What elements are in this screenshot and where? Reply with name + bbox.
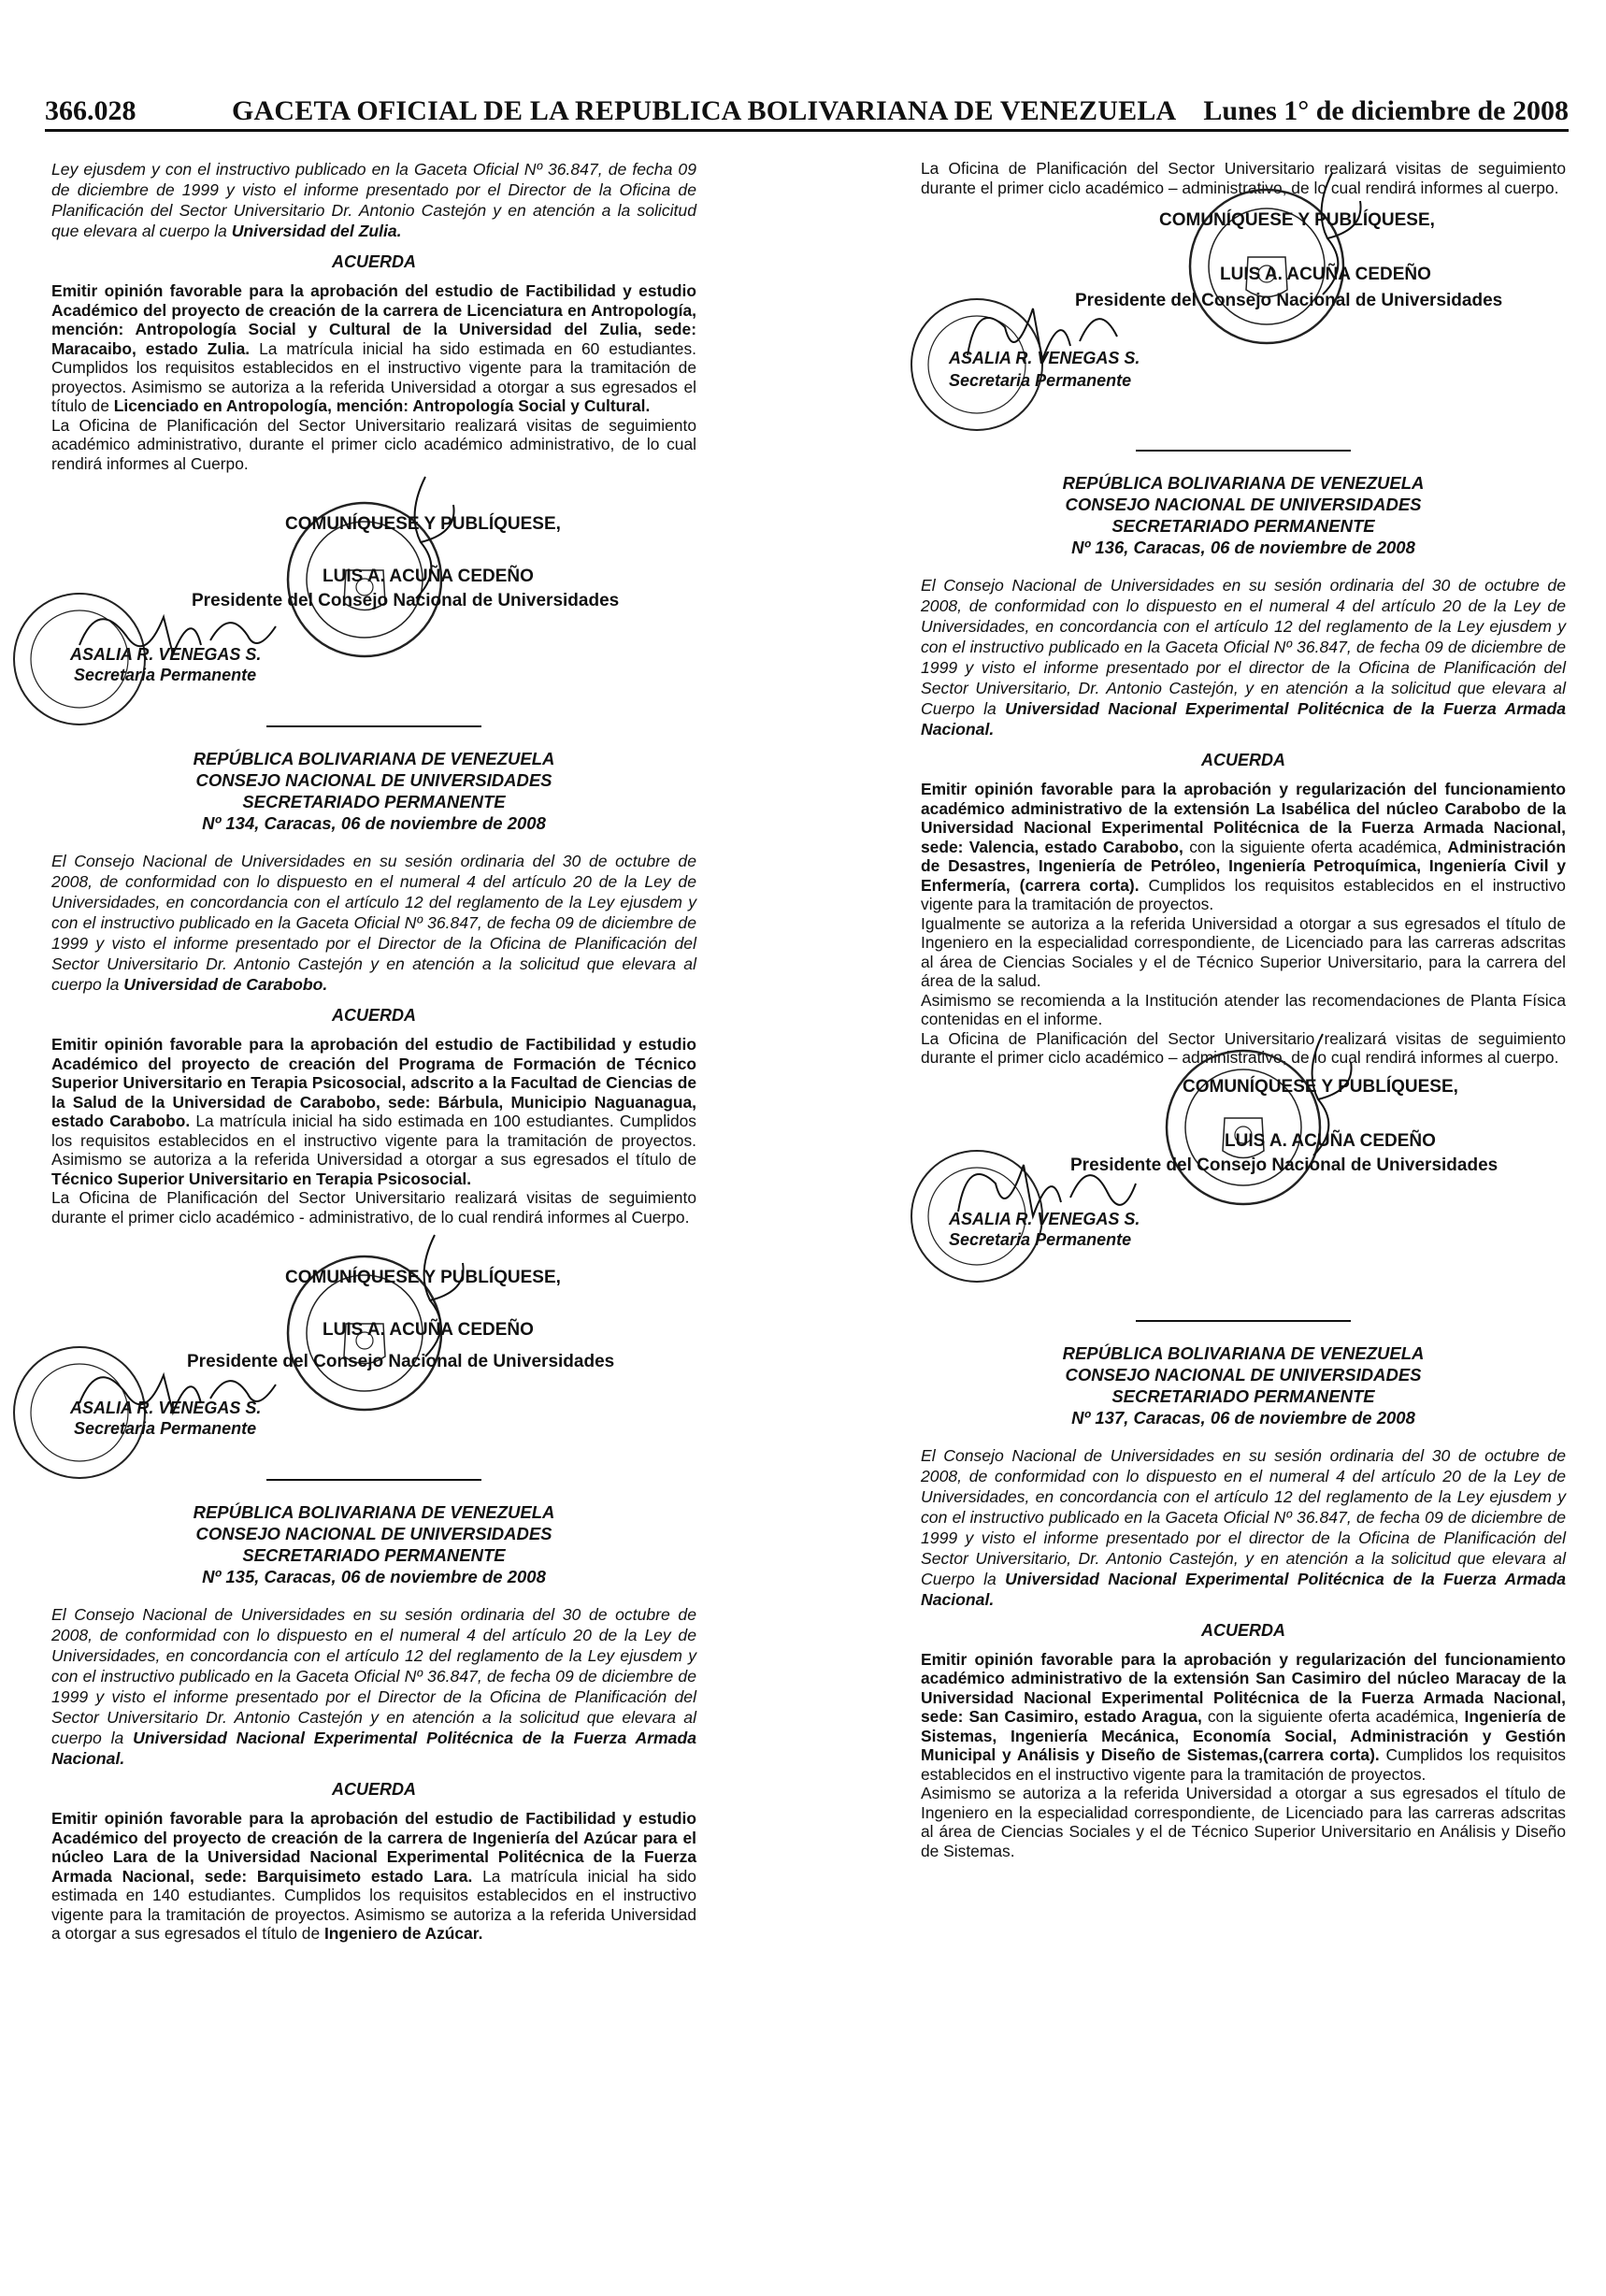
- secretary-name: ASALIA R. VENEGAS S.: [70, 1399, 262, 1417]
- acuerda-heading: ACUERDA: [1201, 751, 1285, 769]
- body-text: La Oficina de Planificación del Sector Universitario realizará visitas de seguimiento durante el primer ciclo académico – administrativo, de lo cual rendirá informes al cuerpo.: [921, 159, 1566, 197]
- resolution-136: [921, 472, 1566, 1305]
- president-name: LUIS A. ACUÑA CEDEÑO: [1220, 265, 1431, 284]
- resolution-134: [51, 748, 696, 1464]
- degree-title: Licenciado en Antropología, mención: Antropología Social y Cultural.: [113, 396, 651, 415]
- heading-line: CONSEJO NACIONAL DE UNIVERSIDADES: [195, 770, 552, 790]
- president-title: Presidente del Consejo Nacional de Universidades: [187, 1352, 615, 1371]
- heading-line: SECRETARIADO PERMANENTE: [242, 792, 506, 811]
- resolution-133: [51, 159, 696, 710]
- institution-name: Universidad de Carabobo.: [123, 975, 328, 994]
- resolution-number: Nº 136, Caracas, 06 de noviembre de 2008: [1071, 538, 1415, 557]
- body-text: La matrícula inicial ha sido estimada en 60 estudiantes. Cumplidos los requisitos establecidos en el instructivo vigente para la tramitación de proyectos. Asimismo se autoriza a la referida Universidad a otorgar a sus egresados el título de: [51, 338, 696, 415]
- president-title: Presidente del Consejo Nacional de Universidades: [1075, 291, 1503, 310]
- resolution-135: [51, 1501, 696, 1944]
- resolution-intro: [51, 1604, 696, 1769]
- heading-line: REPÚBLICA BOLIVARIANA DE VENEZUELA: [193, 1502, 555, 1522]
- heading-line: REPÚBLICA BOLIVARIANA DE VENEZUELA: [1062, 1342, 1425, 1363]
- president-title: Presidente del Consejo Nacional de Universidades: [192, 591, 620, 610]
- intro-text: Ley ejusdem y con el instructivo publicado en la Gaceta Oficial Nº 36.847, de fecha 09 de diciembre de 1999 y visto el informe presentado por el Director de la Oficina de Planificación del Sector Universitario Dr. Antonio Castejón y en atención a la solicitud que elevara al cuerpo la: [51, 160, 696, 240]
- body-text: Igualmente se autoriza a la referida Universidad a otorgar a sus egresados el título de Ingeniero en la especialidad correspondiente, de Licenciado para las carreras adscritas al área de Ciencias Sociales y el de Técnico Superior Universitario, para la carrera del área de la salud.: [921, 913, 1566, 990]
- body-text: Cumplidos los requisitos establecidos en el instructivo vigente para la tramitación de proyectos.: [921, 1745, 1566, 1784]
- resolution-body: [921, 1650, 1566, 1861]
- secretary-name: ASALIA R. VENEGAS S.: [949, 349, 1140, 367]
- separator-rule: [1136, 450, 1351, 452]
- acuerda-heading: ACUERDA: [332, 1006, 416, 1025]
- separator-rule: [1136, 1320, 1351, 1322]
- body-text: Asimismo se autoriza a la referida Universidad a otorgar a sus egresados el título de Ingeniero en la especialidad correspondiente, de Licenciado para las carreras adscritas al área de Ciencias Sociales y el de Técnico Superior Universitario en Análisis y Diseño de Sistemas.: [921, 1784, 1566, 1860]
- body-text: Asimismo se recomienda a la Institución atender las recomendaciones de Planta Física contenidas en el informe.: [921, 990, 1566, 1028]
- program-list: Administración de Desastres, Ingeniería de Petróleo, Ingeniería Petroquímica, Ingeniería Civil y Enfermería, (carrera corta).: [921, 837, 1566, 895]
- resolution-heading: [921, 1342, 1566, 1428]
- body-text: con la siguiente oferta académica,: [1207, 1707, 1459, 1726]
- institution-name: Universidad Nacional Experimental Politécnica de la Fuerza Armada Nacional.: [51, 1729, 696, 1768]
- body-text: Cumplidos los requisitos establecidos en el instructivo vigente para la tramitación de proyectos.: [921, 875, 1566, 913]
- institution-name: Universidad Nacional Experimental Politécnica de la Fuerza Armada Nacional.: [921, 1569, 1566, 1609]
- heading-line: SECRETARIADO PERMANENTE: [1111, 516, 1375, 536]
- resolution-137: [921, 1342, 1566, 1861]
- heading-line: REPÚBLICA BOLIVARIANA DE VENEZUELA: [193, 749, 555, 768]
- secretary-title: Secretaria Permanente: [74, 666, 257, 684]
- acuerda-heading: ACUERDA: [332, 252, 416, 271]
- president-title: Presidente del Consejo Nacional de Universidades: [1070, 1155, 1498, 1175]
- separator-rule: [266, 725, 481, 727]
- publiquese-line: COMUNÍQUESE Y PUBLÍQUESE,: [285, 1268, 561, 1287]
- body-text: La Oficina de Planificación del Sector Universitario realizará visitas de seguimiento durante el primer ciclo académico - administrativo, de lo cual rendirá informes al Cuerpo.: [51, 1188, 696, 1227]
- gazette-header: [45, 95, 1569, 133]
- resolution-heading: [51, 748, 696, 834]
- resolution-number: Nº 135, Caracas, 06 de noviembre de 2008: [202, 1567, 546, 1586]
- page-number: 366.028: [45, 95, 136, 126]
- intro-text: El Consejo Nacional de Universidades en su sesión ordinaria del 30 de octubre de 2008, de conformidad con lo dispuesto en el numeral 4 del artículo 20 de la Ley de Universidades, en concordancia con el artículo 12 del reglamento de la Ley ejusdem y con el instructivo publicado en la Gaceta Oficial Nº 36.847, de fecha 09 de diciembre de 1999 y visto el informe presentado por el director de la Oficina de Planificación del Sector Universitario, Dr. Antonio Castejón, y en atención a la solicitud que elevara al Cuerpo la: [921, 1445, 1566, 1588]
- body-text: La matrícula inicial ha sido estimada en 100 estudiantes. Cumplidos los requisitos establecidos en el instructivo vigente para la tramitación de proyectos. Asimismo se autoriza a la referida Universidad a otorgar a sus egresados el título de: [51, 1112, 696, 1169]
- publiquese-line: COMUNÍQUESE Y PUBLÍQUESE,: [285, 514, 561, 534]
- institution-name: Universidad del Zulia.: [231, 222, 402, 240]
- resolution-intro: [51, 159, 696, 241]
- president-name: LUIS A. ACUÑA CEDEÑO: [323, 567, 534, 586]
- body-bold: Emitir opinión favorable para la aprobación y regularización del funcionamiento académico administrativo de la extensión La Isabélica del núcleo Carabobo de la Universidad Nacional Experimental Politécnica de la Fuerza Armada Nacional, sede: Valencia, estado Carabobo,: [921, 780, 1566, 856]
- resolution-body: [921, 780, 1566, 1068]
- president-signature: [1267, 1034, 1379, 1174]
- resolution-body: [51, 1035, 696, 1227]
- signature-block: [51, 477, 696, 710]
- heading-line: CONSEJO NACIONAL DE UNIVERSIDADES: [195, 1524, 552, 1543]
- heading-line: REPÚBLICA BOLIVARIANA DE VENEZUELA: [1062, 473, 1425, 493]
- institution-name: Universidad Nacional Experimental Politécnica de la Fuerza Armada Nacional.: [921, 699, 1566, 739]
- gazette-title: GACETA OFICIAL DE LA REPUBLICA BOLIVARIANA DE VENEZUELA: [232, 95, 1177, 126]
- resolution-intro: [921, 1445, 1566, 1610]
- right-column: [921, 159, 1566, 1860]
- body-text: con la siguiente oferta académica,: [1189, 837, 1442, 856]
- resolution-heading: [51, 1501, 696, 1587]
- secretary-title: Secretaria Permanente: [949, 371, 1132, 390]
- body-bold: Emitir opinión favorable para la aprobación y regularización del funcionamiento académico administrativo de la extensión San Casimiro del núcleo Maracay de la Universidad Nacional Experimental Politécnica de la Fuerza Armada Nacional, sede: San Casimiro, estado Aragua,: [921, 1649, 1566, 1726]
- resolution-intro: [51, 851, 696, 995]
- header-rule: [45, 129, 1569, 132]
- secretary-title: Secretaria Permanente: [949, 1229, 1132, 1249]
- heading-line: CONSEJO NACIONAL DE UNIVERSIDADES: [1065, 1364, 1422, 1385]
- resolution-heading: [921, 472, 1566, 558]
- heading-line: SECRETARIADO PERMANENTE: [242, 1545, 506, 1565]
- secretary-name: ASALIA R. VENEGAS S.: [949, 1209, 1140, 1228]
- intro-text: El Consejo Nacional de Universidades en su sesión ordinaria del 30 de octubre de 2008, de conformidad con lo dispuesto en el numeral 4 del artículo 20 de la Ley de Universidades, en concordancia con el artículo 12 del reglamento de la Ley ejusdem y con el instructivo publicado en la Gaceta Oficial Nº 36.847, de fecha 09 de diciembre de 1999 y visto el informe presentado por el Director de la Oficina de Planificación del Sector Universitario Dr. Antonio Castejón y en atención a la solicitud que elevara al cuerpo la: [51, 852, 696, 994]
- resolution-135-continued: [921, 159, 1566, 435]
- degree-title: Ingeniero de Azúcar.: [323, 1924, 483, 1943]
- left-column: [51, 159, 696, 1944]
- issue-date: Lunes 1° de diciembre de 2008: [1203, 95, 1569, 126]
- secretary-name: ASALIA R. VENEGAS S.: [70, 645, 262, 664]
- resolution-intro: [921, 575, 1566, 739]
- body-bold: Emitir opinión favorable para la aprobación del estudio de Factibilidad y estudio Académico del proyecto de creación del Programa de Formación de Técnico Superior Universitario en Terapia Psicosocial, adscrito a la Facultad de Ciencias de la Salud de la Universidad de Carabobo, sede: Bárbula, Municipio Naguanagua, estado Carabobo.: [51, 1035, 696, 1130]
- body-bold: Emitir opinión favorable para la aprobación del estudio de Factibilidad y estudio Académico del proyecto de creación de la carrera de Licenciatura en Antropología, mención: Antropología Social y Cultural de la Universidad del Zulia, sede: Maracaibo, estado Zulia.: [51, 281, 696, 358]
- body-text: La Oficina de Planificación del Sector Universitario realizará visitas de seguimiento académico administrativo, durante el primer ciclo académico administrativo, de lo cual rendirá informes al Cuerpo.: [51, 415, 696, 473]
- publiquese-line: COMUNÍQUESE Y PUBLÍQUESE,: [1159, 210, 1435, 230]
- heading-line: SECRETARIADO PERMANENTE: [1111, 1385, 1375, 1406]
- body-text: La matrícula inicial ha sido estimada en 140 estudiantes. Cumplidos los requisitos establecidos en el instructivo vigente para la tramitación de proyectos. Asimismo se autoriza a la referida Universidad a otorgar a sus egresados el título de: [51, 1866, 696, 1943]
- acuerda-heading: ACUERDA: [332, 1780, 416, 1799]
- intro-text: El Consejo Nacional de Universidades en su sesión ordinaria del 30 de octubre de 2008, de conformidad con lo dispuesto en el numeral 4 del artículo 20 de la Ley de Universidades, en concordancia con el artículo 12 del reglamento de la Ley ejusdem y con el instructivo publicado en la Gaceta Oficial Nº 36.847, de fecha 09 de diciembre de 1999 y visto el informe presentado por el Director de la Oficina de Planificación del Sector Universitario Dr. Antonio Castejón y en atención a la solicitud que elevara al cuerpo la: [51, 1605, 696, 1747]
- signature-block: [51, 1230, 696, 1464]
- body-text: La Oficina de Planificación del Sector Universitario realizará visitas de seguimiento durante el primer ciclo académico – administrativo, de lo cual rendirá informes al cuerpo.: [921, 1028, 1566, 1067]
- publiquese-line: COMUNÍQUESE Y PUBLÍQUESE,: [1183, 1076, 1458, 1097]
- program-list: Ingeniería de Sistemas, Ingeniería Mecánica, Economía Social, Administración y Gestión Municipal y Análisis y Diseño de Sistemas,(carrera corta).: [921, 1707, 1567, 1764]
- resolution-number: Nº 134, Caracas, 06 de noviembre de 2008: [202, 813, 546, 833]
- body-bold: Emitir opinión favorable para la aprobación del estudio de Factibilidad y estudio Académico del proyecto de creación de la carrera de Ingeniería del Azúcar para el núcleo Lara de la Universidad Nacional Experimental Politécnica de la Fuerza Armada Nacional, sede: Barquisimeto estado Lara.: [51, 1809, 696, 1886]
- resolution-body: [51, 1809, 696, 1944]
- intro-text: El Consejo Nacional de Universidades en su sesión ordinaria del 30 de octubre de 2008, de conformidad con lo dispuesto en el numeral 4 del artículo 20 de la Ley de Universidades, en concordancia con el artículo 12 del reglamento de la Ley ejusdem y con el instructivo publicado en la Gaceta Oficial Nº 36.847, de fecha 09 de diciembre de 1999 y visto el informe presentado por el director de la Oficina de Planificación del Sector Universitario, Dr. Antonio Castejón, y en atención a la solicitud que elevara al Cuerpo la: [921, 576, 1566, 718]
- heading-line: CONSEJO NACIONAL DE UNIVERSIDADES: [1065, 495, 1422, 514]
- president-name: LUIS A. ACUÑA CEDEÑO: [1225, 1130, 1436, 1151]
- degree-title: Técnico Superior Universitario en Terapia Psicosocial.: [51, 1169, 472, 1188]
- signature-block: [921, 1071, 1566, 1305]
- secretary-title: Secretaria Permanente: [74, 1419, 257, 1438]
- president-name: LUIS A. ACUÑA CEDEÑO: [323, 1320, 534, 1340]
- signature-block: [921, 201, 1566, 435]
- resolution-number: Nº 137, Caracas, 06 de noviembre de 2008: [1071, 1407, 1415, 1428]
- acuerda-heading: ACUERDA: [1201, 1620, 1285, 1640]
- separator-rule: [266, 1479, 481, 1481]
- resolution-body: [51, 281, 696, 473]
